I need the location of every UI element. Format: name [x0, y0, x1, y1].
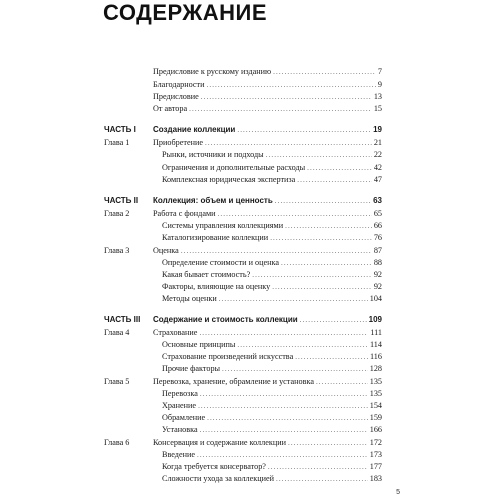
entry-page-number: 22	[373, 150, 382, 159]
entry-page-number: 76	[373, 233, 382, 242]
entry-page-number: 109	[368, 315, 382, 324]
entry-page-number: 135	[369, 389, 382, 398]
toc-row	[0, 292, 500, 305]
entry-title: Благодарности	[153, 80, 205, 89]
entry-page-number: 114	[370, 340, 382, 349]
entry-title: Предисловие	[153, 92, 199, 101]
entry-title: Определение стоимости и оценка	[162, 258, 279, 267]
chapter-label: Глава 3	[104, 246, 130, 255]
dot-leader	[219, 293, 368, 306]
entry-title: Перевозка, хранение, обрамление и установка	[153, 377, 314, 386]
toc-entry[interactable]	[153, 313, 382, 327]
entry-title: Перевозка	[162, 389, 198, 398]
entry-page-number: 128	[369, 364, 382, 373]
entry-page-number: 66	[373, 221, 382, 230]
entry-title: Коллекция: объем и ценность	[153, 196, 273, 205]
toc-row	[0, 362, 500, 375]
entry-page-number: 111	[370, 328, 382, 337]
entry-title: Прочие факторы	[162, 364, 221, 373]
entry-title: Основные принципы	[162, 340, 236, 349]
dot-leader	[297, 174, 372, 187]
toc-entry[interactable]	[162, 173, 382, 187]
toc-row	[0, 65, 500, 78]
entry-title: Консервация и содержание коллекции	[153, 438, 286, 447]
toc-row	[0, 472, 500, 485]
entry-page-number: 92	[373, 282, 382, 291]
entry-title: Введение	[162, 450, 196, 459]
entry-title: Содержание и стоимость коллекции	[153, 315, 298, 324]
entry-page-number: 88	[373, 258, 382, 267]
toc-row	[0, 194, 500, 207]
entry-title: Факторы, влияющие на оценку	[162, 282, 271, 291]
chapter-label: Глава 1	[104, 138, 130, 147]
chapter-label: Глава 4	[104, 328, 130, 337]
entry-page-number: 116	[370, 352, 382, 361]
toc-entry[interactable]	[162, 423, 382, 437]
entry-page-number: 19	[373, 125, 382, 134]
toc-entry[interactable]	[162, 472, 382, 486]
toc-row	[0, 313, 500, 326]
page-title: СОДЕРЖАНИЕ	[103, 0, 268, 25]
entry-page-number: 177	[369, 462, 382, 471]
entry-page-number: 154	[369, 401, 382, 410]
entry-title: Рынки, источники и подходы	[162, 150, 264, 159]
entry-title: Работа с фондами	[153, 209, 216, 218]
entry-title: Создание коллекции	[153, 125, 236, 134]
part-label: ЧАСТЬ I	[104, 125, 136, 134]
entry-page-number: 172	[369, 438, 382, 447]
entry-title: Каталогизирование коллекции	[162, 233, 269, 242]
entry-title: Сложности ухода за коллекцией	[162, 474, 275, 483]
chapter-label: Глава 5	[104, 377, 130, 386]
toc-entry[interactable]	[153, 102, 382, 116]
entry-page-number: 63	[373, 196, 382, 205]
entry-page-number: 7	[377, 67, 382, 76]
entry-title: Установка	[162, 425, 198, 434]
toc-row	[0, 123, 500, 136]
toc-entry[interactable]	[153, 123, 382, 137]
entry-page-number: 92	[373, 270, 382, 279]
toc-entry[interactable]	[162, 362, 382, 376]
toc-entry[interactable]	[162, 148, 382, 162]
entry-page-number: 159	[369, 413, 382, 422]
entry-page-number: 183	[369, 474, 382, 483]
dot-leader	[189, 103, 372, 116]
entry-page-number: 166	[369, 425, 382, 434]
entry-title: Комплексная юридическая экспертиза	[162, 175, 296, 184]
entry-title: Хранение	[162, 401, 197, 410]
entry-page-number: 104	[369, 294, 382, 303]
chapter-label: Глава 2	[104, 209, 130, 218]
toc-entry[interactable]	[153, 194, 382, 208]
entry-title: Ограничения и дополнительные расходы	[162, 163, 306, 172]
chapter-label: Глава 6	[104, 438, 130, 447]
entry-page-number: 135	[369, 377, 382, 386]
entry-title: Страхование произведений искусства	[162, 352, 294, 361]
entry-title: Оценка	[153, 246, 179, 255]
entry-title: Обрамление	[162, 413, 206, 422]
toc-row	[0, 423, 500, 436]
entry-title: Страхование	[153, 328, 198, 337]
entry-page-number: 9	[377, 80, 382, 89]
toc-entry[interactable]	[162, 231, 382, 245]
toc-entry[interactable]	[162, 292, 382, 306]
entry-page-number: 87	[373, 246, 382, 255]
entry-page-number: 65	[373, 209, 382, 218]
toc-row	[0, 148, 500, 161]
entry-title: Приобретение	[153, 138, 203, 147]
toc-row	[0, 102, 500, 115]
dot-leader	[276, 473, 368, 486]
entry-title: Когда требуется консерватор?	[162, 462, 266, 471]
entry-title: Какая бывает стоимость?	[162, 270, 251, 279]
entry-page-number: 21	[373, 138, 382, 147]
toc-row	[0, 231, 500, 244]
part-label: ЧАСТЬ III	[104, 315, 141, 324]
entry-page-number: 15	[373, 104, 382, 113]
toc-entry[interactable]	[153, 65, 382, 79]
entry-title: От автора	[153, 104, 188, 113]
entry-title: Системы управления коллекциями	[162, 221, 284, 230]
entry-page-number: 47	[373, 175, 382, 184]
entry-page-number: 173	[369, 450, 382, 459]
entry-page-number: 13	[373, 92, 382, 101]
part-label: ЧАСТЬ II	[104, 196, 139, 205]
page-number: 5	[396, 489, 400, 496]
entry-page-number: 42	[373, 163, 382, 172]
entry-title: Методы оценки	[162, 294, 217, 303]
entry-title: Предисловие к русскому изданию	[153, 67, 272, 76]
toc-row	[0, 173, 500, 186]
